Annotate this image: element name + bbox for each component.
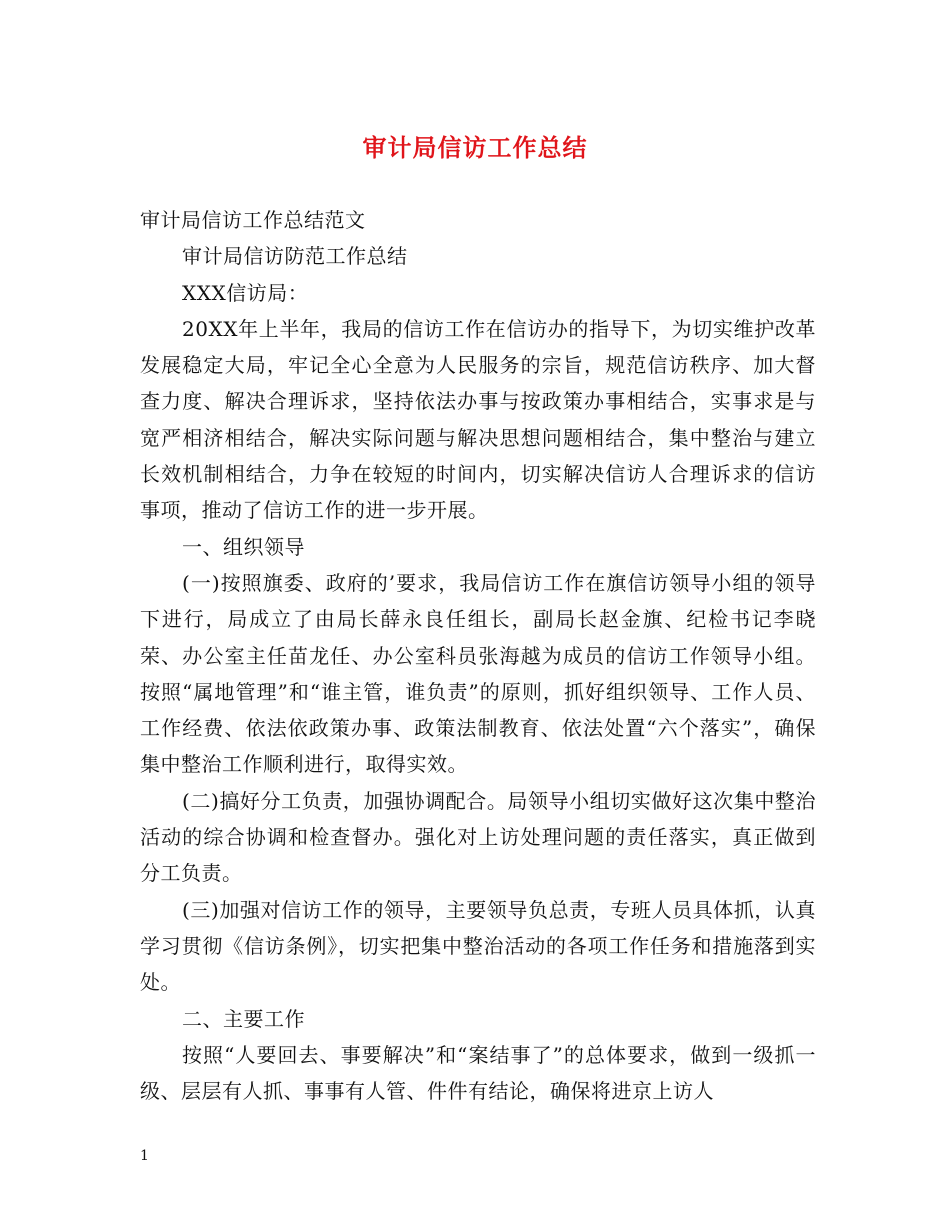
- section-heading-main-work: 二、主要工作: [182, 1006, 305, 1031]
- paragraph-main-work: 按照“人要回去、事要解决”和“案结事了”的总体要求，做到一级抓一级、层层有人抓、事事有人管、件件有结论，确保将进京上访人: [140, 1042, 816, 1104]
- paragraph-subtitle: 审计局信访工作总结范文: [140, 208, 366, 232]
- document-title: 审计局信访工作总结: [362, 134, 588, 162]
- section-heading-organization: 一、组织领导: [182, 534, 305, 559]
- paragraph-intro: 20XX年上半年，我局的信访工作在信访办的指导下，为切实维护改革发展稳定大局，牢记全心全意为人民服务的宗旨，规范信访秩序、加大督查力度、解决合理诉求，坚持依法办事与按政策办事相结合，实事求是与宽严相济相结合，解决实际问题与解决思想问题相结合，集中整治与建立长效机制相结合，力争在较短的时间内，切实解决信访人合理诉求的信访事项，推动了信访工作的进一步开展。: [140, 316, 816, 523]
- paragraph-heading: 审计局信访防范工作总结: [182, 244, 408, 269]
- document-body: [140, 202, 816, 1109]
- paragraph-item-1: (一)按照旗委、政府的’要求，我局信访工作在旗信访领导小组的领导下进行，局成立了由局长薛永良任组长，副局长赵金旗、纪检书记李晓荣、办公室主任苗龙任、办公室科员张海越为成员的信访工作领导小组。按照“属地管理”和“谁主管，谁负责”的原则，抓好组织领导、工作人员、工作经费、依法依政策办事、政策法制教育、依法处置“六个落实”，确保集中整治工作顺利进行，取得实效。: [140, 570, 816, 777]
- paragraph-item-3: (三)加强对信访工作的领导，主要领导负总责，专班人员具体抓，认真学习贯彻《信访条例》，切实把集中整治活动的各项工作任务和措施落到实处。: [140, 897, 816, 995]
- paragraph-item-2: (二)搞好分工负责，加强协调配合。局领导小组切实做好这次集中整治活动的综合协调和检查督办。强化对上访处理问题的责任落实，真正做到分工负责。: [140, 788, 816, 886]
- page-number: 1: [140, 1148, 149, 1164]
- paragraph-addressee: XXX信访局：: [182, 280, 309, 305]
